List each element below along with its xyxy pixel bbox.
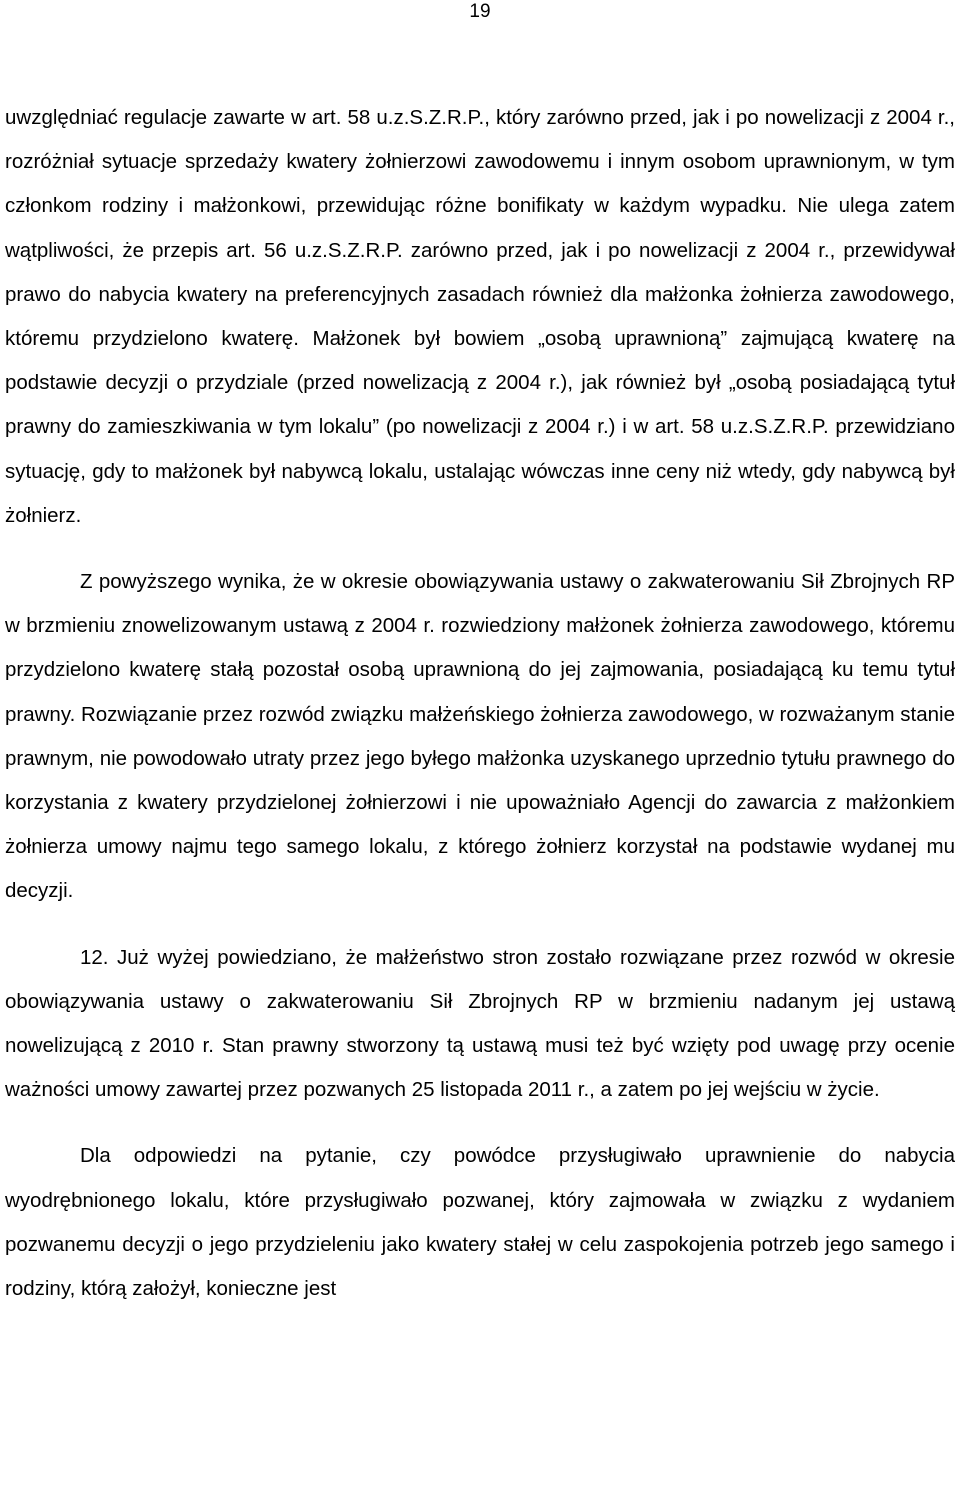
paragraph-question: Dla odpowiedzi na pytanie, czy powódce przysługiwało uprawnienie do nabycia wyodrębnionego lokalu, które przysługiwało pozwanej, który zajmowała w związku z wydaniem pozwanemu decyzji o jego przydzieleniu jako kwatery stałej w celu zaspokojenia potrzeb jego samego i rodziny, którą założył, konieczne jest [5,1144,955,1301]
paragraph-continuation: uwzględniać regulacje zawarte w art. 58 u.z.S.Z.R.P., który zarówno przed, jak i po nowelizacji z 2004 r., rozróżniał sytuacje sprzedaży kwatery żołnierzowi zawodowemu i innym osobom uprawnionym, w tym członkom rodziny i małżonkowi, przewidując różne bonifikaty w każdym wypadku. Nie ulega zatem wątpliwości, że przepis art. 56 u.z.S.Z.R.P. zarówno przed, jak i po nowelizacji z 2004 r., przewidywał prawo do nabycia kwatery na preferencyjnych zasadach również dla małżonka żołnierza zawodowego, któremu przydzielono kwaterę. Małżonek był bowiem „osobą uprawnioną” zajmującą kwaterę na podstawie decyzji o przydziale (przed nowelizacją z 2004 r.), jak również był „osobą posiadającą tytuł prawny do zamieszkiwania w tym lokalu” (po nowelizacji z 2004 r.) i w art. 58 u.z.S.Z.R.P. przewidziano sytuację, gdy to małżonek był nabywcą lokalu, ustalając wówczas inne ceny niż wtedy, gdy nabywcą był żołnierz. [5,106,955,527]
page-number: 19 [469,1,491,22]
paragraph-conclusion: Z powyższego wynika, że w okresie obowiązywania ustawy o zakwaterowaniu Sił Zbrojnych RP w brzmieniu znowelizowanym ustawą z 2004 r. rozwiedziony małżonek żołnierza zawodowego, któremu przydzielono kwaterę stałą pozostał osobą uprawnioną do jej zajmowania, posiadającą ku temu tytuł prawny. Rozwiązanie przez rozwód związku małżeńskiego żołnierza zawodowego, w rozważanym stanie prawnym, nie powodowało utraty przez jego byłego małżonka uzyskanego uprzednio tytułu prawnego do korzystania z kwatery przydzielonej żołnierzowi i nie upoważniało Agencji do zawarcia z małżonkiem żołnierza umowy najmu tego samego lokalu, z którego żołnierz korzystał na podstawie wydanej mu decyzji. [5,570,955,903]
document-body [5,96,955,1311]
paragraph-point-12: 12. Już wyżej powiedziano, że małżeństwo stron zostało rozwiązane przez rozwód w okresie obowiązywania ustawy o zakwaterowaniu Sił Zbrojnych RP w brzmieniu nadanym jej ustawą nowelizującą z 2010 r. Stan prawny stworzony tą ustawą musi też być wzięty pod uwagę przy ocenie ważności umowy zawartej przez pozwanych 25 listopada 2011 r., a zatem po jej wejściu w życie. [5,945,955,1102]
